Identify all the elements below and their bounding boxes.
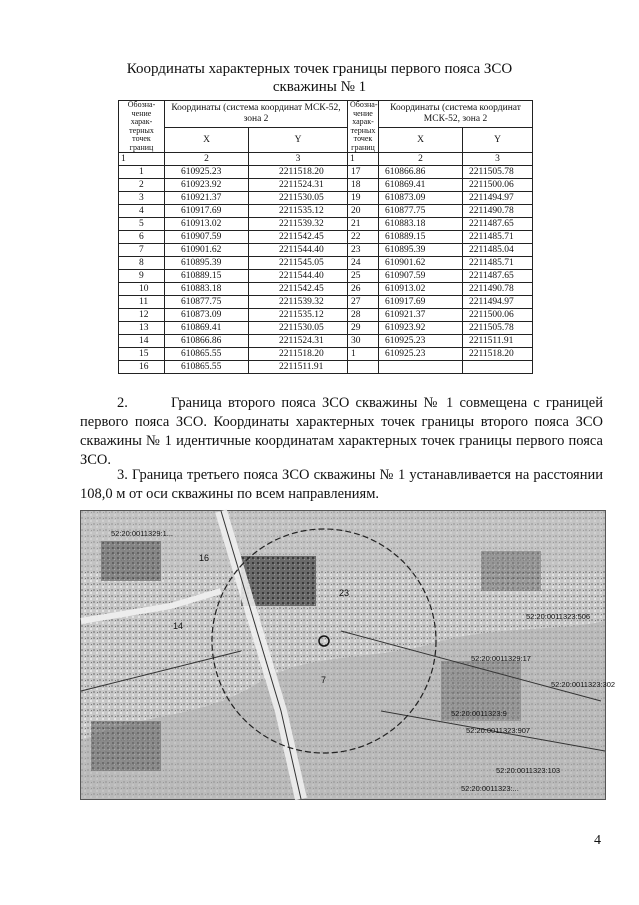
x-coordinate-right: 610907.59 xyxy=(379,270,463,283)
point-number-right: 27 xyxy=(348,296,379,309)
x-coordinate-right: 610925.23 xyxy=(379,348,463,361)
point-number-left: 11 xyxy=(119,296,165,309)
map-point-number: 7 xyxy=(321,675,327,685)
y-coordinate-right xyxy=(463,361,533,374)
x-coordinate-right xyxy=(379,361,463,374)
y-coordinate-left: 2211518.20 xyxy=(249,348,348,361)
point-number-right: 24 xyxy=(348,257,379,270)
x-coordinate-left: 610917.69 xyxy=(165,205,249,218)
table-row xyxy=(119,205,533,218)
y-coordinate-left: 2211530.05 xyxy=(249,192,348,205)
x-coordinate-right: 610913.02 xyxy=(379,283,463,296)
x-coordinate-right: 610873.09 xyxy=(379,192,463,205)
y-coordinate-left: 2211542.45 xyxy=(249,283,348,296)
cadastral-number-label: 52:20:0011323:9 xyxy=(451,709,507,718)
paragraph-second-zone: 2. Граница второго пояса ЗСО скважины № 1 совмещена с границей первого пояса ЗСО. Координаты характерных точек границы второго пояса ЗСО скважины № 1 идентичные координатам характерных точек границы первого пояса ЗСО. xyxy=(80,395,603,468)
table-row xyxy=(119,270,533,283)
y-coordinate-left: 2211539.32 xyxy=(249,218,348,231)
y-coordinate-left: 2211511.91 xyxy=(249,361,348,374)
point-number-left: 8 xyxy=(119,257,165,270)
cadastral-number-label: 52:20:0011323:302 xyxy=(551,680,616,689)
point-number-left: 16 xyxy=(119,361,165,374)
y-coordinate-right: 2211511.91 xyxy=(463,335,533,348)
table-row xyxy=(119,244,533,257)
x-coordinate-left: 610865.55 xyxy=(165,361,249,374)
point-number-left: 4 xyxy=(119,205,165,218)
cadastral-number-label: 52:20:0011329:1... xyxy=(111,529,173,538)
point-header-left: Обозна- чение харак- терных точек границ xyxy=(119,101,165,153)
point-number-left: 10 xyxy=(119,283,165,296)
point-number-left: 6 xyxy=(119,231,165,244)
table-row xyxy=(119,218,533,231)
y-coordinate-right: 2211500.06 xyxy=(463,309,533,322)
point-number-left: 13 xyxy=(119,322,165,335)
x-coordinate-right: 610889.15 xyxy=(379,231,463,244)
x-coordinate-left: 610877.75 xyxy=(165,296,249,309)
coords-header-left: Координаты (система координат МСК-52, зона 2 xyxy=(165,101,348,128)
point-number-right: 1 xyxy=(348,348,379,361)
x-coordinate-left: 610907.59 xyxy=(165,231,249,244)
page-number: 4 xyxy=(594,833,601,848)
y-coordinate-right: 2211494.97 xyxy=(463,296,533,309)
x-coordinate-left: 610865.55 xyxy=(165,348,249,361)
cadastral-number-label: 52:20:0011323:506 xyxy=(526,612,591,621)
cadastral-number-label: 52:20:0011329:17 xyxy=(471,654,531,663)
y-coordinate-right: 2211505.78 xyxy=(463,322,533,335)
point-number-left: 2 xyxy=(119,179,165,192)
table-row xyxy=(119,179,533,192)
table-row xyxy=(119,283,533,296)
x-coordinate-left: 610895.39 xyxy=(165,257,249,270)
cadastral-number-label: 52:20:0011323:... xyxy=(461,784,519,793)
cadastral-number-label: 52:20:0011323:103 xyxy=(496,766,561,775)
point-number-right: 23 xyxy=(348,244,379,257)
y-coordinate-right: 2211485.71 xyxy=(463,257,533,270)
point-number-left: 12 xyxy=(119,309,165,322)
y-coordinate-left: 2211542.45 xyxy=(249,231,348,244)
col-number: 3 xyxy=(463,153,533,166)
x-coordinate-left: 610869.41 xyxy=(165,322,249,335)
y-coordinate-right: 2211518.20 xyxy=(463,348,533,361)
x-coordinate-left: 610883.18 xyxy=(165,283,249,296)
map-point-number: 23 xyxy=(339,588,350,598)
point-number-right xyxy=(348,361,379,374)
point-number-left: 3 xyxy=(119,192,165,205)
x-coordinate-left: 610901.62 xyxy=(165,244,249,257)
point-number-right: 19 xyxy=(348,192,379,205)
x-coordinate-right: 610895.39 xyxy=(379,244,463,257)
y-coordinate-right: 2211500.06 xyxy=(463,179,533,192)
x-coordinate-right: 610901.62 xyxy=(379,257,463,270)
x-coordinate-right: 610921.37 xyxy=(379,309,463,322)
map-point-number: 16 xyxy=(199,553,210,563)
y-coordinate-right: 2211490.78 xyxy=(463,205,533,218)
cadastral-number-label: 52:20:0011323:907 xyxy=(466,726,531,735)
x-coordinate-left: 610923.92 xyxy=(165,179,249,192)
point-number-right: 20 xyxy=(348,205,379,218)
point-number-left: 14 xyxy=(119,335,165,348)
point-number-right: 17 xyxy=(348,166,379,179)
y-header-left: Y xyxy=(249,128,348,153)
y-coordinate-left: 2211524.31 xyxy=(249,179,348,192)
point-number-right: 21 xyxy=(348,218,379,231)
table-row xyxy=(119,166,533,179)
y-coordinate-left: 2211544.40 xyxy=(249,244,348,257)
y-coordinate-right: 2211494.97 xyxy=(463,192,533,205)
x-coordinate-right: 610866.86 xyxy=(379,166,463,179)
x-coordinate-right: 610883.18 xyxy=(379,218,463,231)
x-coordinate-right: 610917.69 xyxy=(379,296,463,309)
map-image xyxy=(81,511,616,799)
col-number: 3 xyxy=(249,153,348,166)
coordinates-table-body xyxy=(119,166,533,374)
point-number-right: 28 xyxy=(348,309,379,322)
title-line-2: скважины № 1 xyxy=(272,79,367,95)
map-point-number: 14 xyxy=(173,621,184,631)
col-number: 2 xyxy=(379,153,463,166)
col-number: 2 xyxy=(165,153,249,166)
y-coordinate-right: 2211505.78 xyxy=(463,166,533,179)
x-coordinate-left: 610889.15 xyxy=(165,270,249,283)
point-number-left: 1 xyxy=(119,166,165,179)
y-coordinate-left: 2211544.40 xyxy=(249,270,348,283)
paragraph-third-zone: 3. Граница третьего пояса ЗСО скважины № 1 устанавливается на расстоянии 108,0 м от оси скважины по всем направлениям. xyxy=(80,467,603,502)
table-row xyxy=(119,348,533,361)
y-coordinate-left: 2211518.20 xyxy=(249,166,348,179)
col-number: 1 xyxy=(348,153,379,166)
y-coordinate-right: 2211487.65 xyxy=(463,270,533,283)
cadastral-map xyxy=(80,510,616,800)
point-number-right: 30 xyxy=(348,335,379,348)
x-coordinate-left: 610925.23 xyxy=(165,166,249,179)
table-row xyxy=(119,361,533,374)
x-coordinate-left: 610921.37 xyxy=(165,192,249,205)
x-coordinate-left: 610866.86 xyxy=(165,335,249,348)
point-number-right: 29 xyxy=(348,322,379,335)
y-coordinate-left: 2211535.12 xyxy=(249,205,348,218)
x-coordinate-left: 610913.02 xyxy=(165,218,249,231)
table-row xyxy=(119,309,533,322)
y-header-right: Y xyxy=(463,128,533,153)
y-coordinate-left: 2211535.12 xyxy=(249,309,348,322)
x-coordinate-right: 610923.92 xyxy=(379,322,463,335)
y-coordinate-left: 2211545.05 xyxy=(249,257,348,270)
point-number-right: 25 xyxy=(348,270,379,283)
y-coordinate-right: 2211490.78 xyxy=(463,283,533,296)
table-row xyxy=(119,296,533,309)
y-coordinate-right: 2211487.65 xyxy=(463,218,533,231)
x-coordinate-left: 610873.09 xyxy=(165,309,249,322)
coordinates-table xyxy=(118,100,533,374)
table-row xyxy=(119,231,533,244)
x-header-right: X xyxy=(379,128,463,153)
x-coordinate-right: 610877.75 xyxy=(379,205,463,218)
title-line-1: Координаты характерных точек границы первого пояса ЗСО xyxy=(126,61,513,77)
y-coordinate-right: 2211485.04 xyxy=(463,244,533,257)
table-row xyxy=(119,335,533,348)
point-header-right: Обозна- чение харак- терных точек границ xyxy=(348,101,379,153)
y-coordinate-right: 2211485.71 xyxy=(463,231,533,244)
point-number-right: 18 xyxy=(348,179,379,192)
col-number: 1 xyxy=(119,153,165,166)
x-coordinate-right: 610869.41 xyxy=(379,179,463,192)
y-coordinate-left: 2211530.05 xyxy=(249,322,348,335)
x-header-left: X xyxy=(165,128,249,153)
table-row xyxy=(119,322,533,335)
coords-header-right: Координаты (система координат МСК-52, зона 2 xyxy=(379,101,533,128)
table-row xyxy=(119,257,533,270)
table-row xyxy=(119,192,533,205)
y-coordinate-left: 2211524.31 xyxy=(249,335,348,348)
point-number-left: 7 xyxy=(119,244,165,257)
point-number-left: 9 xyxy=(119,270,165,283)
point-number-left: 15 xyxy=(119,348,165,361)
point-number-right: 22 xyxy=(348,231,379,244)
point-number-right: 26 xyxy=(348,283,379,296)
x-coordinate-right: 610925.23 xyxy=(379,335,463,348)
document-title xyxy=(0,60,639,96)
y-coordinate-left: 2211539.32 xyxy=(249,296,348,309)
point-number-left: 5 xyxy=(119,218,165,231)
